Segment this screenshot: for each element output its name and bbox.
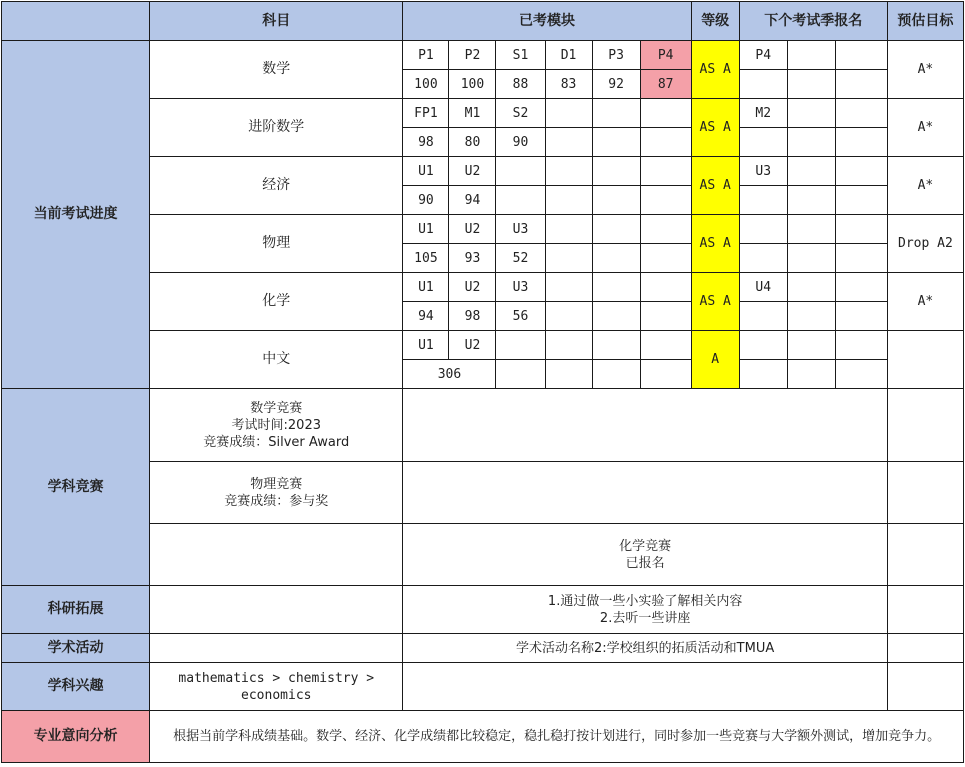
empty-cell	[496, 157, 545, 186]
subject-chinese: 中文	[150, 331, 403, 389]
table-row	[2, 586, 964, 634]
empty-cell	[150, 524, 403, 586]
module-cell: U2	[449, 331, 496, 360]
section-activities: 学术活动	[2, 634, 150, 663]
module-cell: M1	[449, 99, 496, 128]
empty-cell	[545, 99, 592, 128]
header-blank	[2, 2, 150, 41]
section-progress: 当前考试进度	[2, 41, 150, 389]
empty-cell	[640, 273, 691, 302]
competition-chemistry-name: 化学竞赛	[619, 538, 672, 554]
research-line-2: 2.去听一些讲座	[599, 610, 691, 626]
empty-cell	[739, 70, 787, 99]
empty-cell	[640, 186, 691, 215]
empty-cell	[787, 215, 835, 244]
empty-cell	[787, 41, 835, 70]
score-cell: 98	[403, 128, 449, 157]
target-cell: A*	[887, 41, 963, 99]
section-interests: 学科兴趣	[2, 663, 150, 711]
grade-cell: AS A	[691, 99, 739, 157]
module-cell: S1	[496, 41, 545, 70]
empty-cell	[835, 186, 887, 215]
research-content	[403, 586, 887, 634]
empty-cell	[887, 634, 963, 663]
empty-cell	[545, 215, 592, 244]
empty-cell	[787, 360, 835, 389]
empty-cell	[545, 244, 592, 273]
score-total-cell: 306	[403, 360, 496, 389]
next-module-cell: U4	[739, 273, 787, 302]
grade-cell: AS A	[691, 41, 739, 99]
module-cell: U1	[403, 273, 449, 302]
module-cell: U3	[496, 215, 545, 244]
empty-cell	[787, 99, 835, 128]
score-cell: 100	[449, 70, 496, 99]
module-cell: D1	[545, 41, 592, 70]
empty-cell	[739, 331, 787, 360]
empty-cell	[592, 273, 640, 302]
next-module-cell: M2	[739, 99, 787, 128]
empty-cell	[835, 302, 887, 331]
table-row	[2, 41, 964, 70]
empty-cell	[887, 462, 963, 524]
module-cell: U1	[403, 331, 449, 360]
empty-cell	[835, 70, 887, 99]
empty-cell	[592, 331, 640, 360]
module-cell: U2	[449, 215, 496, 244]
empty-cell	[640, 244, 691, 273]
score-cell: 94	[403, 302, 449, 331]
subject-further-math: 进阶数学	[150, 99, 403, 157]
competition-chemistry-status: 已报名	[625, 555, 665, 571]
competition-math-result: 竞赛成绩：Silver Award	[203, 434, 350, 450]
header-subject: 科目	[150, 2, 403, 41]
empty-cell	[496, 186, 545, 215]
empty-cell	[835, 41, 887, 70]
empty-cell	[545, 331, 592, 360]
target-cell: Drop A2	[887, 215, 963, 273]
next-module-cell: U3	[739, 157, 787, 186]
empty-cell	[787, 302, 835, 331]
header-row	[2, 2, 964, 41]
module-cell: U3	[496, 273, 545, 302]
table-row	[2, 711, 964, 763]
subject-physics: 物理	[150, 215, 403, 273]
empty-cell	[545, 157, 592, 186]
module-cell: P2	[449, 41, 496, 70]
empty-cell	[887, 586, 963, 634]
empty-cell	[592, 302, 640, 331]
empty-cell	[787, 244, 835, 273]
empty-cell	[592, 157, 640, 186]
interests-content	[150, 663, 403, 711]
empty-cell	[592, 244, 640, 273]
empty-cell	[787, 331, 835, 360]
empty-cell	[739, 128, 787, 157]
header-target: 预估目标	[887, 2, 963, 41]
module-cell: U2	[449, 273, 496, 302]
empty-cell	[640, 215, 691, 244]
empty-cell	[835, 360, 887, 389]
empty-cell	[739, 244, 787, 273]
empty-cell	[403, 663, 887, 711]
empty-cell	[592, 186, 640, 215]
next-module-cell: P4	[739, 41, 787, 70]
score-cell: 90	[403, 186, 449, 215]
student-progress-table	[1, 1, 964, 763]
competition-physics-result: 竞赛成绩：参与奖	[224, 493, 329, 509]
empty-cell	[787, 70, 835, 99]
empty-cell	[887, 389, 963, 462]
module-cell: U2	[449, 157, 496, 186]
score-cell: 94	[449, 186, 496, 215]
module-cell: U1	[403, 215, 449, 244]
score-cell: 56	[496, 302, 545, 331]
module-cell: FP1	[403, 99, 449, 128]
empty-cell	[545, 128, 592, 157]
table-row	[2, 634, 964, 663]
competition-math	[150, 389, 403, 462]
analysis-content: 根据当前学科成绩基础。数学、经济、化学成绩都比较稳定，稳扎稳打按计划进行，同时参加一些竞赛与大学额外测试，增加竞争力。	[150, 711, 964, 763]
subject-math: 数学	[150, 41, 403, 99]
empty-cell	[403, 462, 887, 524]
target-cell	[887, 331, 963, 389]
header-completed-modules: 已考模块	[403, 2, 691, 41]
empty-cell	[835, 273, 887, 302]
score-cell: 83	[545, 70, 592, 99]
subject-chemistry: 化学	[150, 273, 403, 331]
score-cell-highlighted: 87	[640, 70, 691, 99]
grade-cell: AS A	[691, 273, 739, 331]
empty-cell	[640, 99, 691, 128]
empty-cell	[739, 186, 787, 215]
empty-cell	[835, 128, 887, 157]
empty-cell	[835, 331, 887, 360]
score-cell: 90	[496, 128, 545, 157]
module-cell-highlighted: P4	[640, 41, 691, 70]
competition-physics-name: 物理竞赛	[250, 476, 303, 492]
score-cell: 80	[449, 128, 496, 157]
empty-cell	[403, 389, 887, 462]
header-grade: 等级	[691, 2, 739, 41]
competition-chemistry	[403, 524, 887, 586]
empty-cell	[592, 360, 640, 389]
empty-cell	[787, 273, 835, 302]
empty-cell	[640, 302, 691, 331]
competition-physics	[150, 462, 403, 524]
target-cell: A*	[887, 273, 963, 331]
interests-line-1: mathematics > chemistry >	[178, 670, 375, 686]
empty-cell	[887, 663, 963, 711]
empty-cell	[545, 302, 592, 331]
competition-math-name: 数学竞赛	[250, 400, 303, 416]
section-analysis: 专业意向分析	[2, 711, 150, 763]
empty-cell	[787, 186, 835, 215]
empty-cell	[592, 215, 640, 244]
table-row	[2, 663, 964, 711]
empty-cell	[640, 157, 691, 186]
score-cell: 88	[496, 70, 545, 99]
empty-cell	[545, 186, 592, 215]
module-cell: P3	[592, 41, 640, 70]
table-row	[2, 389, 964, 462]
empty-cell	[835, 215, 887, 244]
research-line-1: 1.通过做一些小实验了解相关内容	[547, 593, 743, 609]
score-cell: 52	[496, 244, 545, 273]
interests-line-2: economics	[241, 687, 312, 703]
grade-cell: AS A	[691, 157, 739, 215]
empty-cell	[592, 99, 640, 128]
empty-cell	[496, 331, 545, 360]
empty-cell	[739, 302, 787, 331]
empty-cell	[835, 157, 887, 186]
score-cell: 105	[403, 244, 449, 273]
empty-cell	[150, 634, 403, 663]
empty-cell	[640, 360, 691, 389]
empty-cell	[835, 244, 887, 273]
competition-math-time: 考试时间:2023	[231, 417, 321, 433]
empty-cell	[739, 215, 787, 244]
grade-cell: AS A	[691, 215, 739, 273]
grade-cell: A	[691, 331, 739, 389]
empty-cell	[640, 128, 691, 157]
module-cell: S2	[496, 99, 545, 128]
section-competitions: 学科竞赛	[2, 389, 150, 586]
empty-cell	[787, 128, 835, 157]
section-research: 科研拓展	[2, 586, 150, 634]
score-cell: 98	[449, 302, 496, 331]
score-cell: 92	[592, 70, 640, 99]
empty-cell	[545, 360, 592, 389]
empty-cell	[835, 99, 887, 128]
empty-cell	[592, 128, 640, 157]
module-cell: U1	[403, 157, 449, 186]
empty-cell	[640, 331, 691, 360]
activities-content: 学术活动名称2:学校组织的拓质活动和TMUA	[403, 634, 887, 663]
empty-cell	[887, 524, 963, 586]
empty-cell	[496, 360, 545, 389]
empty-cell	[150, 586, 403, 634]
module-cell: P1	[403, 41, 449, 70]
empty-cell	[545, 273, 592, 302]
empty-cell	[787, 157, 835, 186]
score-cell: 93	[449, 244, 496, 273]
header-next-registration: 下个考试季报名	[739, 2, 887, 41]
score-cell: 100	[403, 70, 449, 99]
subject-economics: 经济	[150, 157, 403, 215]
target-cell: A*	[887, 157, 963, 215]
empty-cell	[739, 360, 787, 389]
target-cell: A*	[887, 99, 963, 157]
